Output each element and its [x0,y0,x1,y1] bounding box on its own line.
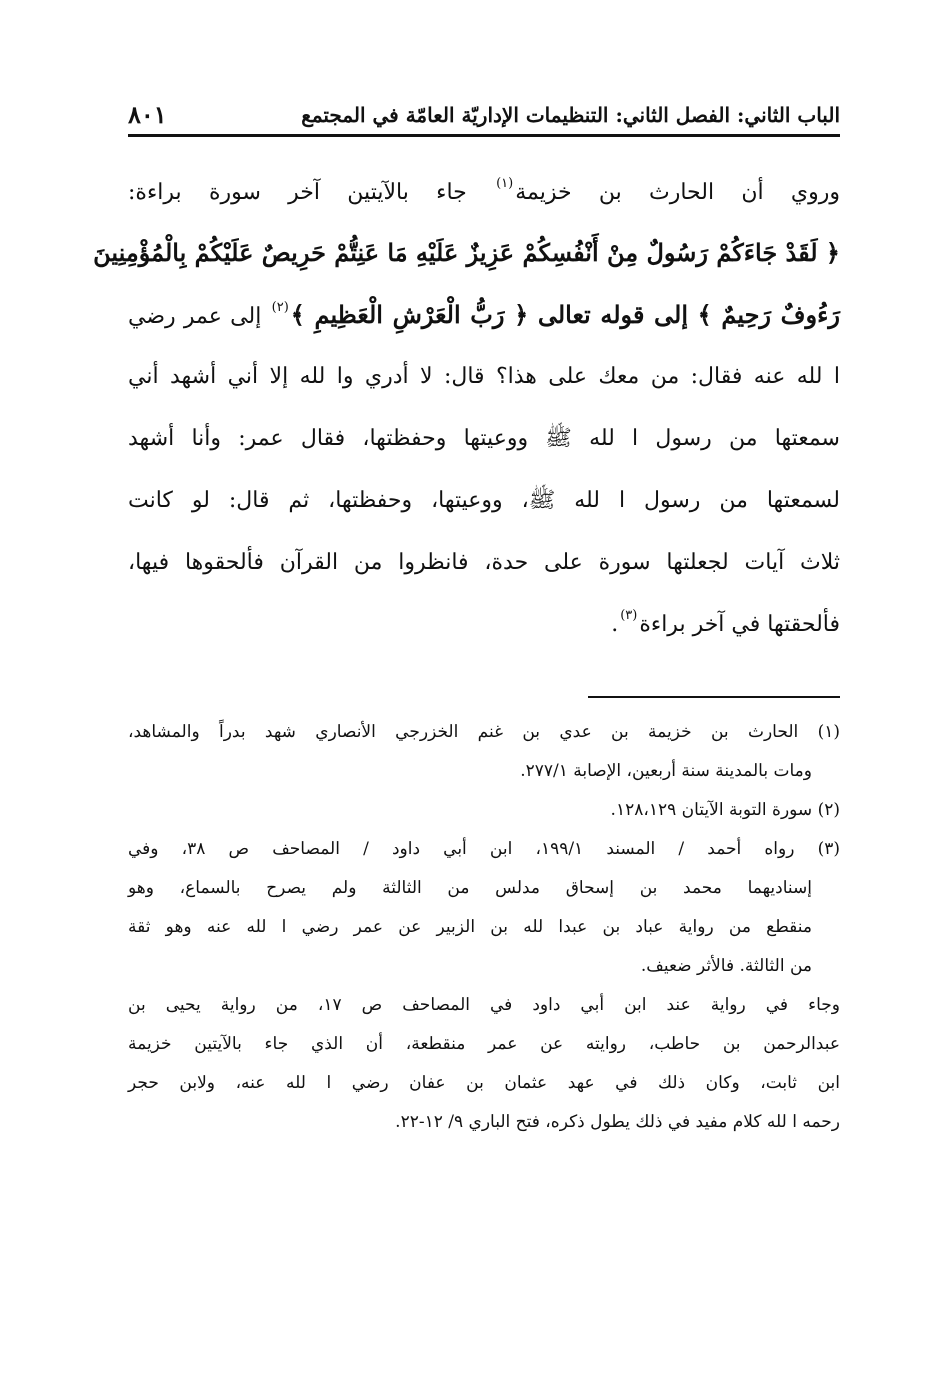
body-line-8: فألحقتها في آخر براءة$^{(٣)}$. [611,608,840,637]
footnote-2: (٢) سورة التوبة الآيتان ١٢٨،١٢٩. [610,800,840,820]
running-title: الباب الثاني: الفصل الثاني: التنظيمات الإداريّة العامّة في المجتمع [301,103,840,127]
footnote-3-line-4: من الثالثة. فالأثر ضعيف. [640,956,812,976]
footnote-3-line-3: منقطع من رواية عباد بن عبدا لله بن الزبير عن عمر رضي ا لله عنه وهو ثقة [128,917,812,937]
footnote-3-line-7: ابن ثابت، وكان ذلك في عهد عثمان بن عفان رضي ا لله عنه، ولابن حجر [128,1073,840,1093]
body-line-1: وروي أن الحارث بن خزيمة$^{(١)}$ جاء بالآيتين آخر سورة براءة: [128,176,840,205]
main-text [93,176,841,640]
footnote-1-line-1: (١) الحارث بن خزيمة بن عدي بن غنم الخزرجي الأنصاري شهد بدراً والمشاهد، [128,722,840,742]
page-number: ٨٠١ [128,100,167,129]
footnote-3-line-2: إسناديهما محمد بن إسحاق مدلس من الثالثة ولم يصرح بالسماع، وهو [128,878,812,898]
footnotes [128,718,840,1136]
footnote-3-line-5: وجاء في رواية عند ابن أبي داود في المصاحف ص ١٧، من رواية يحيى بن [128,995,840,1015]
verse-line-1: ﴿ لَقَدْ جَاءَكُمْ رَسُولٌ مِنْ أَنْفُسِكُمْ عَزِيزٌ عَلَيْهِ مَا عَنِتُّمْ حَرِيصٌ عَلَيْكُمْ بِالْمُؤْمِنِينَ [93,238,840,267]
footnote-1-line-2: ومات بالمدينة سنة أربعين، الإصابة ٢٧٧/١. [520,761,812,781]
body-line-4: ا لله عنه فقال: من معك على هذا؟ قال: لا أدري وا لله إلا أني أشهد أني [128,364,840,389]
footnote-ref-2: (٢) [271,300,289,315]
body-line-7: ثلاث آيات لجعلتها سورة على حدة، فانظروا من القرآن فألحقوها فيها، [128,550,840,575]
footnote-3-line-8: رحمه ا لله كلام مفيد في ذلك يطول ذكره، فتح الباري ٩/ ١٢-٢٢. [395,1112,840,1132]
page-header [128,94,840,137]
footnote-separator [588,696,840,698]
footnote-3-line-1: (٣) رواه أحمد / المسند ١٩٩/١، ابن أبي داود / المصاحف ص ٣٨، وفي [128,839,840,859]
body-line-5: سمعتها من رسول ا لله ﷺ ووعيتها وحفظتها، فقال عمر: وأنا أشهد [128,426,840,451]
body-line-6: لسمعتها من رسول ا لله ﷺ، ووعيتها، وحفظتها، ثم قال: لو كانت [128,488,840,513]
body-line-3: رَءُوفٌ رَحِيمٌ ﴾ إلى قوله تعالى ﴿ رَبُّ الْعَرْشِ الْعَظِيمِ ﴾$^{(٢)}$ إلى عمر رضي [128,300,841,329]
footnote-ref-3: (٣) [620,608,638,623]
footnote-3-line-6: عبدالرحمن بن حاطب، روايته عن عمر منقطعة، أن الذي جاء بالآيتين خزيمة [128,1034,840,1054]
footnote-ref-1: (١) [496,176,514,191]
